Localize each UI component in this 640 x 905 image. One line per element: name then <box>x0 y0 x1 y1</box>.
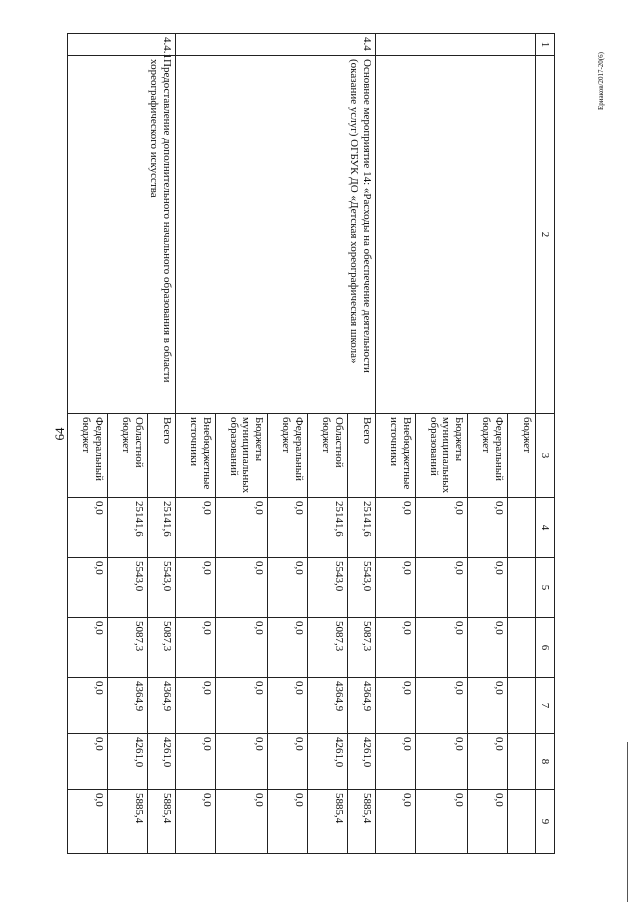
value-cell <box>508 558 536 618</box>
header-cell: 9 <box>536 790 555 854</box>
value-cell: 0,0 <box>468 734 508 790</box>
value-cell: 0,0 <box>376 790 416 854</box>
source-cell: Бюджеты муниципальных образований <box>216 414 268 498</box>
value-cell: 0,0 <box>176 618 216 678</box>
value-cell: 5885,4 <box>348 790 376 854</box>
value-cell: 0,0 <box>468 678 508 734</box>
value-cell: 0,0 <box>468 498 508 558</box>
value-cell: 5885,4 <box>148 790 176 854</box>
header-cell: 1 <box>536 34 555 56</box>
header-row <box>536 34 555 854</box>
source-cell: Внебюджетные источники <box>376 414 416 498</box>
value-cell: 4261,0 <box>148 734 176 790</box>
table-row <box>508 34 536 854</box>
value-cell: 4261,0 <box>108 734 148 790</box>
value-cell: 0,0 <box>376 734 416 790</box>
source-cell: бюджет <box>508 414 536 498</box>
value-cell: 0,0 <box>68 498 108 558</box>
value-cell: 0,0 <box>416 734 468 790</box>
row-number-cell <box>376 34 536 56</box>
value-cell: 0,0 <box>216 558 268 618</box>
value-cell: 0,0 <box>216 618 268 678</box>
value-cell: 0,0 <box>268 618 308 678</box>
value-cell: 0,0 <box>176 734 216 790</box>
rotated-table-sheet <box>80 33 555 853</box>
table-row <box>348 34 376 854</box>
activity-title-cell: Основное мероприятие 14: «Расходы на обеспечение деятельности (оказание услуг) ОГБУК ДО «Детская хореографическая школа» <box>176 56 376 414</box>
value-cell: 0,0 <box>376 678 416 734</box>
footer-code: Ериаков/2017-20(6) <box>597 52 605 110</box>
value-cell: 0,0 <box>68 734 108 790</box>
value-cell: 0,0 <box>416 678 468 734</box>
source-cell: Бюджеты муниципальных образований <box>416 414 468 498</box>
value-cell: 25141,6 <box>308 498 348 558</box>
header-cell: 3 <box>536 414 555 498</box>
header-cell: 8 <box>536 734 555 790</box>
value-cell: 25141,6 <box>108 498 148 558</box>
value-cell: 5543,0 <box>148 558 176 618</box>
header-cell: 4 <box>536 498 555 558</box>
value-cell <box>508 734 536 790</box>
value-cell: 0,0 <box>468 558 508 618</box>
value-cell: 0,0 <box>216 734 268 790</box>
header-cell: 2 <box>536 56 555 414</box>
value-cell: 5087,3 <box>108 618 148 678</box>
page-number: 64 <box>52 427 67 441</box>
value-cell: 0,0 <box>468 618 508 678</box>
value-cell: 0,0 <box>416 498 468 558</box>
value-cell: 0,0 <box>268 678 308 734</box>
value-cell: 0,0 <box>268 734 308 790</box>
value-cell: 0,0 <box>268 558 308 618</box>
value-cell: 0,0 <box>416 618 468 678</box>
activity-title-cell: Предоставление дополнительного начального образования в области хореографического искусства <box>68 56 176 414</box>
value-cell: 4364,9 <box>308 678 348 734</box>
value-cell: 0,0 <box>268 498 308 558</box>
source-cell: Областной бюджет <box>108 414 148 498</box>
value-cell: 5885,4 <box>108 790 148 854</box>
value-cell <box>508 498 536 558</box>
source-cell: Областной бюджет <box>308 414 348 498</box>
header-cell: 6 <box>536 618 555 678</box>
value-cell: 0,0 <box>416 558 468 618</box>
value-cell <box>508 678 536 734</box>
value-cell: 0,0 <box>176 498 216 558</box>
value-cell: 0,0 <box>376 558 416 618</box>
value-cell: 5087,3 <box>348 618 376 678</box>
source-cell: Всего <box>148 414 176 498</box>
value-cell: 5543,0 <box>108 558 148 618</box>
value-cell: 0,0 <box>216 678 268 734</box>
row-number-cell: 4.4.1 <box>68 34 176 56</box>
value-cell: 0,0 <box>268 790 308 854</box>
value-cell <box>508 790 536 854</box>
value-cell: 4261,0 <box>308 734 348 790</box>
value-cell: 0,0 <box>176 790 216 854</box>
value-cell: 0,0 <box>68 558 108 618</box>
value-cell: 5885,4 <box>308 790 348 854</box>
value-cell: 25141,6 <box>348 498 376 558</box>
header-cell: 5 <box>536 558 555 618</box>
value-cell <box>508 618 536 678</box>
source-cell: Федеральный бюджет <box>468 414 508 498</box>
budget-table <box>67 33 555 854</box>
value-cell: 5087,3 <box>148 618 176 678</box>
value-cell: 0,0 <box>176 678 216 734</box>
value-cell: 4261,0 <box>348 734 376 790</box>
value-cell: 5543,0 <box>348 558 376 618</box>
value-cell: 25141,6 <box>148 498 176 558</box>
activity-title-cell <box>376 56 536 414</box>
value-cell: 0,0 <box>68 790 108 854</box>
value-cell: 0,0 <box>416 790 468 854</box>
value-cell: 0,0 <box>68 618 108 678</box>
value-cell: 0,0 <box>216 790 268 854</box>
value-cell: 5087,3 <box>308 618 348 678</box>
header-cell: 7 <box>536 678 555 734</box>
source-cell: Внебюджетные источники <box>176 414 216 498</box>
value-cell: 0,0 <box>376 498 416 558</box>
table-row <box>148 34 176 854</box>
value-cell: 0,0 <box>216 498 268 558</box>
value-cell: 4364,9 <box>348 678 376 734</box>
value-cell: 5543,0 <box>308 558 348 618</box>
value-cell: 4364,9 <box>108 678 148 734</box>
value-cell: 0,0 <box>68 678 108 734</box>
margin-line <box>627 742 628 902</box>
source-cell: Федеральный бюджет <box>268 414 308 498</box>
row-number-cell: 4.4 <box>176 34 376 56</box>
value-cell: 0,0 <box>376 618 416 678</box>
source-cell: Всего <box>348 414 376 498</box>
value-cell: 0,0 <box>468 790 508 854</box>
value-cell: 0,0 <box>176 558 216 618</box>
value-cell: 4364,9 <box>148 678 176 734</box>
source-cell: Федеральный бюджет <box>68 414 108 498</box>
